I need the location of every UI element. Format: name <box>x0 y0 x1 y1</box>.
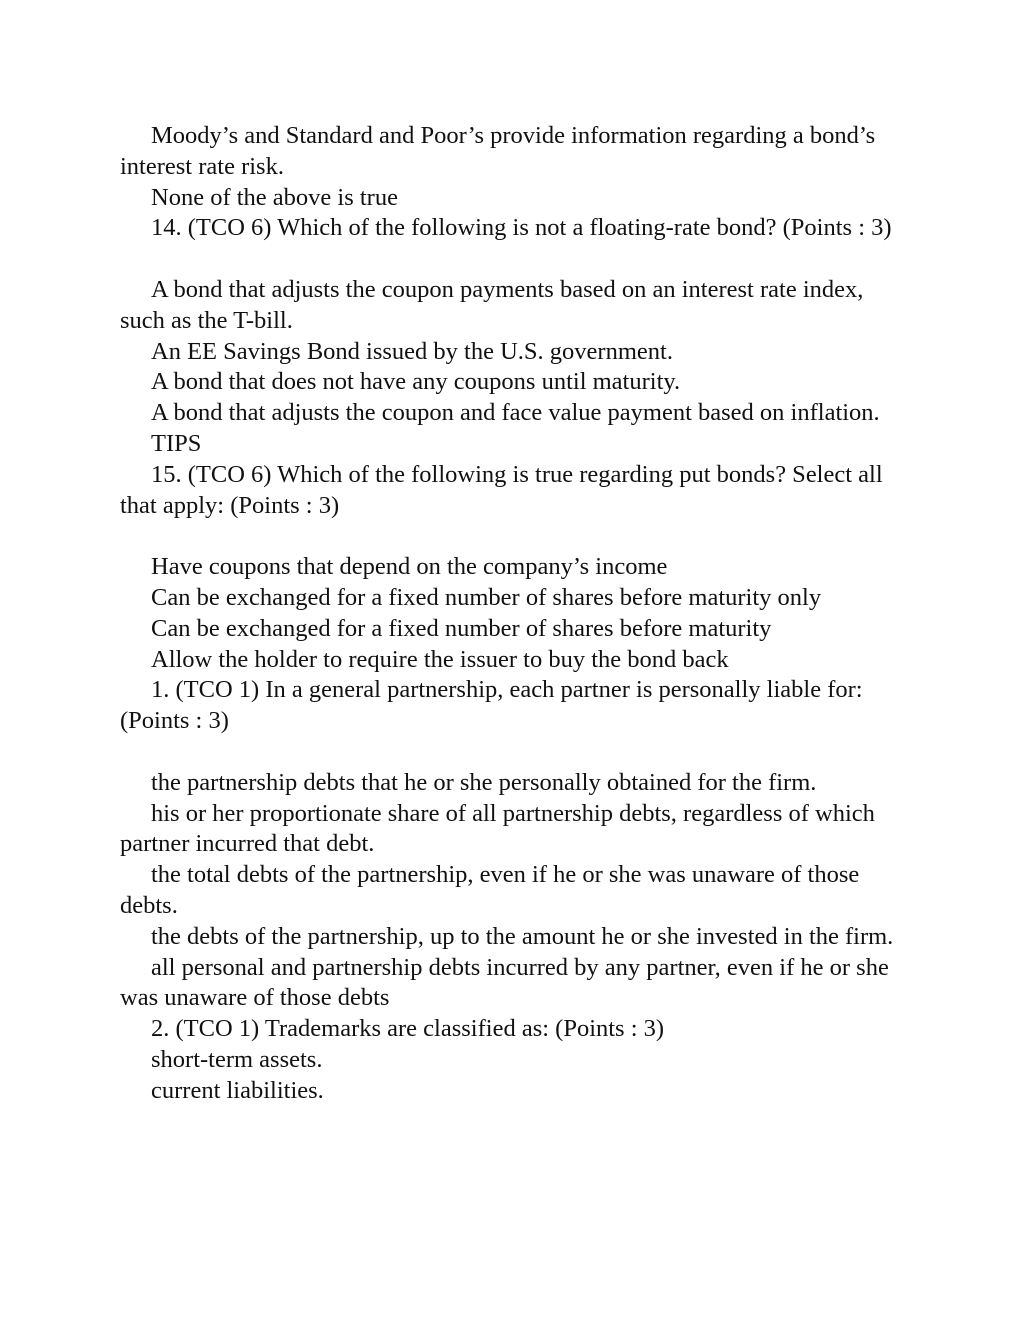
answer-option: A bond that adjusts the coupon and face value payment based on inflation. <box>151 399 880 427</box>
answer-option: short-term assets. <box>151 1045 323 1073</box>
document-page <box>120 121 910 1107</box>
answer-option: A bond that adjusts the coupon payments based on an interest rate index, such as the T-bill. <box>120 275 864 334</box>
blank-line <box>120 521 910 552</box>
answer-option: the partnership debts that he or she personally obtained for the firm. <box>151 768 817 796</box>
answer-option: A bond that does not have any coupons until maturity. <box>151 368 681 396</box>
answer-option: current liabilities. <box>151 1076 324 1104</box>
answer-option: all personal and partnership debts incurred by any partner, even if he or she was unaware of those debts <box>120 953 889 1012</box>
answer-option: the debts of the partnership, up to the amount he or she invested in the firm. <box>151 922 894 950</box>
blank-line <box>120 737 910 768</box>
answer-option: TIPS <box>151 429 202 457</box>
question-1: 1. (TCO 1) In a general partnership, each partner is personally liable for: (Points : 3) <box>120 676 863 735</box>
answer-option: the total debts of the partnership, even if he or she was unaware of those debts. <box>120 861 860 919</box>
answer-option: None of the above is true <box>151 183 398 211</box>
answer-option: his or her proportionate share of all partnership debts, regardless of which partner incurred that debt. <box>120 799 875 858</box>
answer-option: Allow the holder to require the issuer to buy the bond back <box>151 645 729 673</box>
answer-option: Have coupons that depend on the company’s income <box>151 553 668 581</box>
question-15: 15. (TCO 6) Which of the following is true regarding put bonds? Select all that apply: (Points : 3) <box>120 460 883 519</box>
blank-line <box>120 244 910 275</box>
answer-option: Can be exchanged for a fixed number of shares before maturity only <box>151 583 822 611</box>
question-14: 14. (TCO 6) Which of the following is not a floating-rate bond? (Points : 3) <box>151 214 892 242</box>
answer-option: An EE Savings Bond issued by the U.S. government. <box>151 337 673 365</box>
question-2: 2. (TCO 1) Trademarks are classified as: (Points : 3) <box>151 1015 665 1043</box>
answer-option: Moody’s and Standard and Poor’s provide information regarding a bond’s interest rate risk. <box>120 122 876 180</box>
answer-option: Can be exchanged for a fixed number of shares before maturity <box>151 614 772 642</box>
